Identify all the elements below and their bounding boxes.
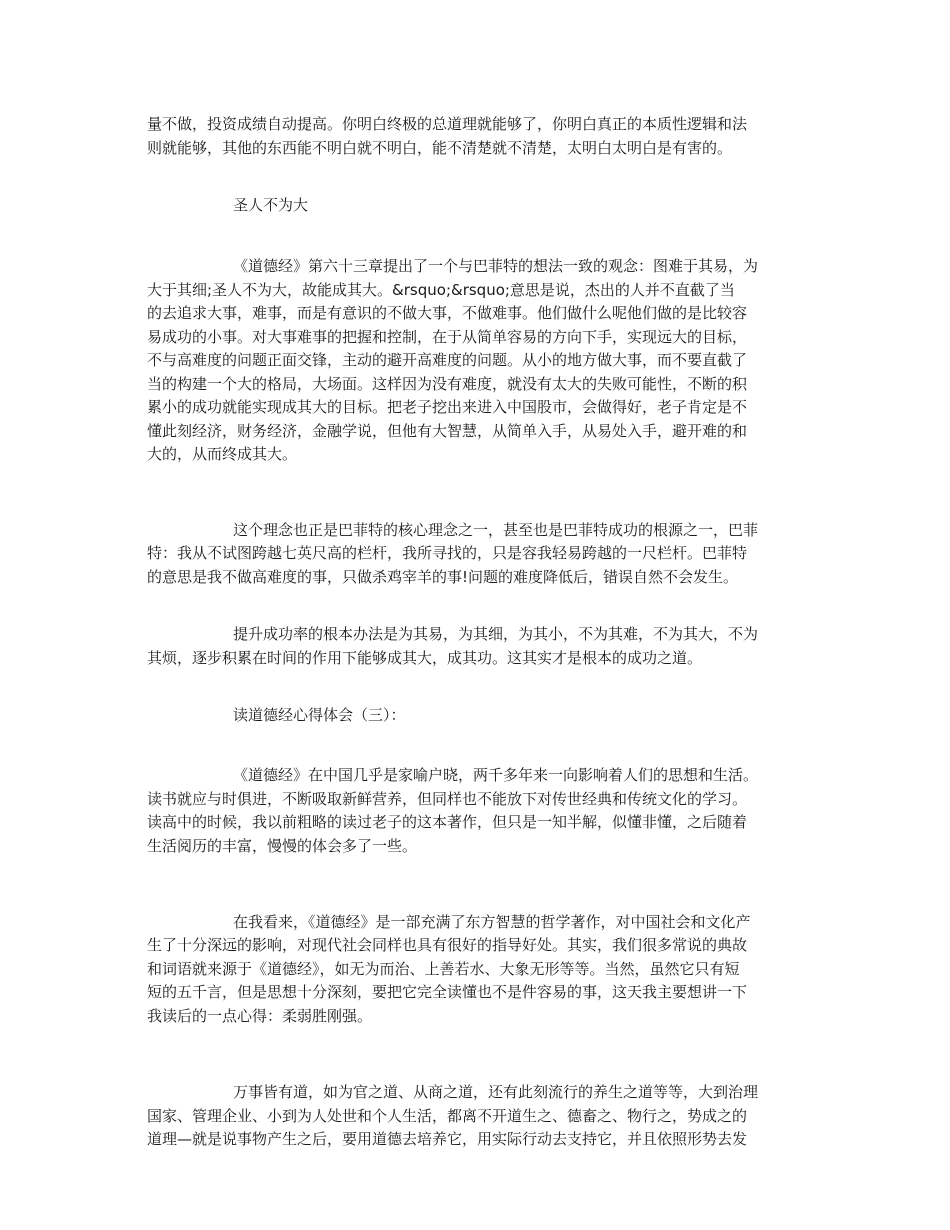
section-heading: 读道德经心得体会（三）： xyxy=(233,706,406,724)
text-line: 这个理念也正是巴菲特的核心理念之一，甚至也是巴菲特成功的根源之一，巴菲 xyxy=(233,521,759,539)
text-line: 的去追求大事，难事，而是有意识的不做大事，不做难事。他们做什么呢他们做的是比较容 xyxy=(147,304,748,322)
text-line: 《道德经》第六十三章提出了一个与巴菲特的想法一致的观念：图难于其易，为 xyxy=(233,257,759,275)
text-line: 生了十分深远的影响，对现代社会同样也具有很好的指导好处。其实，我们很多常说的典故 xyxy=(147,936,748,954)
text-line: 不与高难度的问题正面交锋，主动的避开高难度的问题。从小的地方做大事，而不要直截了 xyxy=(147,351,748,369)
text-line: 在我看来，《道德经》是一部充满了东方智慧的哲学著作，对中国社会和文化产 xyxy=(233,913,751,931)
text-line: 国家、管理企业、小到为人处世和个人生活，都离不开道生之、德畜之、物行之，势成之的 xyxy=(147,1107,748,1125)
text-line: 我读后的一点心得：柔弱胜刚强。 xyxy=(147,1007,373,1025)
text-line: 特：我从不试图跨越七英尺高的栏杆，我所寻找的，只是容我轻易跨越的一尺栏杆。巴菲特 xyxy=(147,544,748,562)
text-line: 大的，从而终成其大。 xyxy=(147,445,298,463)
text-line: 万事皆有道，如为官之道、从商之道，还有此刻流行的养生之道等等，大到治理 xyxy=(233,1083,759,1101)
text-line: 读高中的时候，我以前粗略的读过老子的这本著作，但只是一知半解，似懂非懂，之后随着 xyxy=(147,813,748,831)
text-line: 累小的成功就能实现成其大的目标。把老子挖出来进入中国股市，会做得好，老子肯定是不 xyxy=(147,398,748,416)
text-line: 懂此刻经济，财务经济，金融学说，但他有大智慧，从简单入手，从易处入手，避开难的和 xyxy=(147,422,748,440)
text-line: 大于其细;圣人不为大，故能成其大。&rsquo;&rsquo;意思是说，杰出的人并不直截了当 xyxy=(147,281,735,299)
text-line: 易成功的小事。对大事难事的把握和控制，在于从简单容易的方向下手，实现远大的目标， xyxy=(147,328,748,346)
text-line: 其烦，逐步积累在时间的作用下能够成其大，成其功。这其实才是根本的成功之道。 xyxy=(147,649,703,667)
text-line: 则就能够，其他的东西能不明白就不明白，能不清楚就不清楚，太明白太明白是有害的。 xyxy=(147,139,733,157)
text-line: 和词语就来源于《道德经》，如无为而治、上善若水、大象无形等等。当然，虽然它只有短 xyxy=(147,960,740,978)
text-line: 当的构建一个大的格局，大场面。这样因为没有难度，就没有太大的失败可能性，不断的积 xyxy=(147,375,748,393)
text-line: 《道德经》在中国几乎是家喻户晓，两千多年来一向影响着人们的思想和生活。 xyxy=(233,766,759,784)
text-line: 生活阅历的丰富，慢慢的体会多了一些。 xyxy=(147,837,418,855)
text-line: 量不做，投资成绩自动提高。你明白终极的总道理就能够了，你明白真正的本质性逻辑和法 xyxy=(147,115,748,133)
text-line: 的意思是我不做高难度的事，只做杀鸡宰羊的事!问题的难度降低后，错误自然不会发生。 xyxy=(147,568,739,586)
text-line: 道理—就是说事物产生之后，要用道德去培养它，用实际行动去支持它，并且依照形势去发 xyxy=(147,1130,748,1148)
text-line: 读书就应与时俱进，不断吸取新鲜营养，但同样也不能放下对传世经典和传统文化的学习。 xyxy=(147,790,748,808)
section-heading: 圣人不为大 xyxy=(233,196,309,214)
text-line: 提升成功率的根本办法是为其易，为其细，为其小，不为其难，不为其大，不为 xyxy=(233,625,759,643)
text-line: 短的五千言，但是思想十分深刻，要把它完全读懂也不是件容易的事，这天我主要想讲一下 xyxy=(147,983,748,1001)
